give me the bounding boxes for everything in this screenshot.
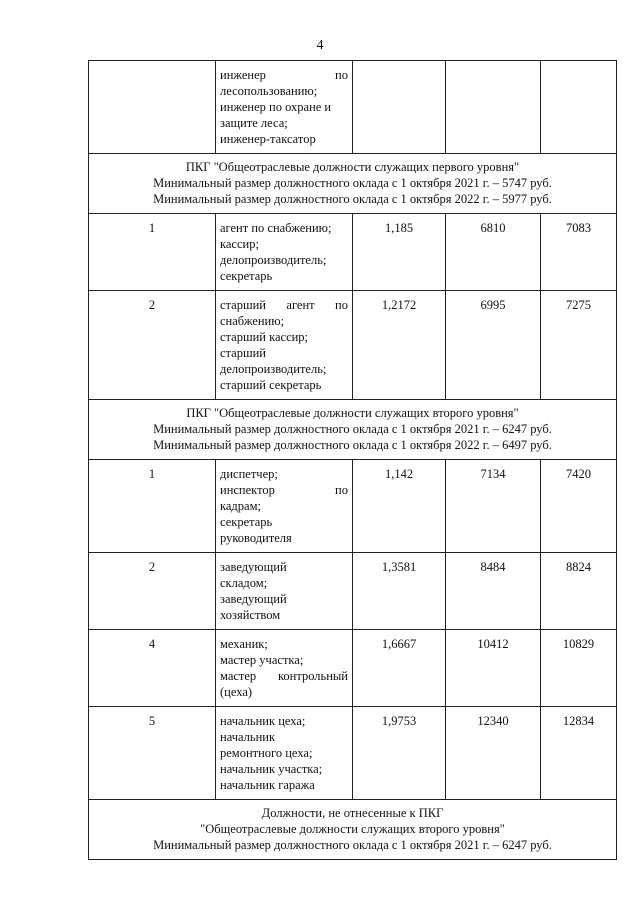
position-line: заведующий	[220, 592, 287, 606]
salary-2022-cell: 8824	[541, 553, 617, 630]
position-line: агент по снабжению;	[220, 221, 332, 235]
salary-2022-cell: 12834	[541, 707, 617, 800]
salary-2022-cell	[541, 61, 617, 154]
position-line: начальник цеха;	[220, 714, 306, 728]
row-number-cell: 5	[89, 707, 216, 800]
salary-2021-cell: 6995	[446, 291, 541, 400]
row-number-cell	[89, 61, 216, 154]
position-line: руководителя	[220, 531, 292, 545]
table-row	[89, 553, 617, 630]
group-header-line: Минимальный размер должностного оклада с 1 октября 2021 г. – 6247 руб.	[153, 422, 552, 436]
salary-2021-cell: 6810	[446, 214, 541, 291]
position-line: снабжению;	[220, 314, 285, 328]
position-line: (цеха)	[220, 685, 253, 699]
group-header-line: ПКГ "Общеотраслевые должности служащих второго уровня"	[186, 406, 519, 420]
group-header-row	[89, 400, 617, 460]
salary-2021-cell: 10412	[446, 630, 541, 707]
position-line: заведующий	[220, 560, 287, 574]
group-header-row	[89, 800, 617, 860]
row-number-cell: 2	[89, 291, 216, 400]
group-header-cell	[89, 154, 617, 214]
position-line: складом;	[220, 576, 268, 590]
position-line: инженер по охране и	[220, 100, 332, 114]
position-line: старший секретарь	[220, 378, 322, 392]
position-line: защите леса;	[220, 116, 288, 130]
coefficient-cell: 1,3581	[353, 553, 446, 630]
group-header-line: Минимальный размер должностного оклада с 1 октября 2022 г. – 6497 руб.	[153, 438, 552, 452]
position-line: начальник гаража	[220, 778, 315, 792]
table-row	[89, 630, 617, 707]
position-line: кадрам;	[220, 499, 261, 513]
position-line: делопроизводитель;	[220, 362, 327, 376]
position-line: старший	[220, 346, 266, 360]
position-line: начальник	[220, 730, 276, 744]
group-header-line: ПКГ "Общеотраслевые должности служащих первого уровня"	[185, 160, 520, 174]
position-line: старший агент по	[220, 298, 348, 312]
row-number-cell: 1	[89, 214, 216, 291]
coefficient-cell: 1,185	[353, 214, 446, 291]
salary-2022-cell: 7420	[541, 460, 617, 553]
coefficient-cell	[353, 61, 446, 154]
group-header-line: Должности, не отнесенные к ПКГ	[261, 806, 444, 820]
table-row	[89, 61, 617, 154]
positions-cell	[216, 291, 353, 400]
table-row	[89, 707, 617, 800]
position-line: делопроизводитель;	[220, 253, 327, 267]
salary-2022-cell: 7083	[541, 214, 617, 291]
group-header-row	[89, 154, 617, 214]
page-number: 4	[316, 38, 324, 53]
table-row	[89, 460, 617, 553]
table-row	[89, 214, 617, 291]
position-line: мастер участка;	[220, 653, 304, 667]
position-line: кассир;	[220, 237, 259, 251]
salary-2022-cell: 10829	[541, 630, 617, 707]
position-line: инженер по	[220, 68, 348, 82]
positions-cell	[216, 553, 353, 630]
salary-2022-cell: 7275	[541, 291, 617, 400]
position-line: старший кассир;	[220, 330, 309, 344]
group-header-line: "Общеотраслевые должности служащих второго уровня"	[200, 822, 505, 836]
coefficient-cell: 1,2172	[353, 291, 446, 400]
positions-cell	[216, 630, 353, 707]
salary-table-body	[89, 61, 617, 860]
position-line: секретарь	[220, 515, 273, 529]
positions-cell	[216, 61, 353, 154]
table-row	[89, 291, 617, 400]
position-line: хозяйством	[220, 608, 281, 622]
position-line: ремонтного цеха;	[220, 746, 313, 760]
salary-2021-cell: 7134	[446, 460, 541, 553]
position-line: лесопользованию;	[220, 84, 318, 98]
positions-cell	[216, 707, 353, 800]
position-line: инженер-таксатор	[220, 132, 316, 146]
positions-cell	[216, 214, 353, 291]
coefficient-cell: 1,9753	[353, 707, 446, 800]
salary-2021-cell	[446, 61, 541, 154]
group-header-cell	[89, 800, 617, 860]
position-line: мастер контрольный	[220, 669, 348, 683]
positions-cell	[216, 460, 353, 553]
position-line: диспетчер;	[220, 467, 278, 481]
row-number-cell: 2	[89, 553, 216, 630]
position-line: механик;	[220, 637, 268, 651]
position-line: начальник участка;	[220, 762, 323, 776]
salary-table	[88, 60, 617, 860]
group-header-line: Минимальный размер должностного оклада с 1 октября 2022 г. – 5977 руб.	[153, 192, 552, 206]
coefficient-cell: 1,142	[353, 460, 446, 553]
coefficient-cell: 1,6667	[353, 630, 446, 707]
group-header-cell	[89, 400, 617, 460]
salary-2021-cell: 12340	[446, 707, 541, 800]
salary-2021-cell: 8484	[446, 553, 541, 630]
row-number-cell: 4	[89, 630, 216, 707]
group-header-line: Минимальный размер должностного оклада с 1 октября 2021 г. – 5747 руб.	[153, 176, 552, 190]
row-number-cell: 1	[89, 460, 216, 553]
position-line: секретарь	[220, 269, 273, 283]
position-line: инспектор по	[220, 483, 348, 497]
group-header-line: Минимальный размер должностного оклада с 1 октября 2021 г. – 6247 руб.	[153, 838, 552, 852]
